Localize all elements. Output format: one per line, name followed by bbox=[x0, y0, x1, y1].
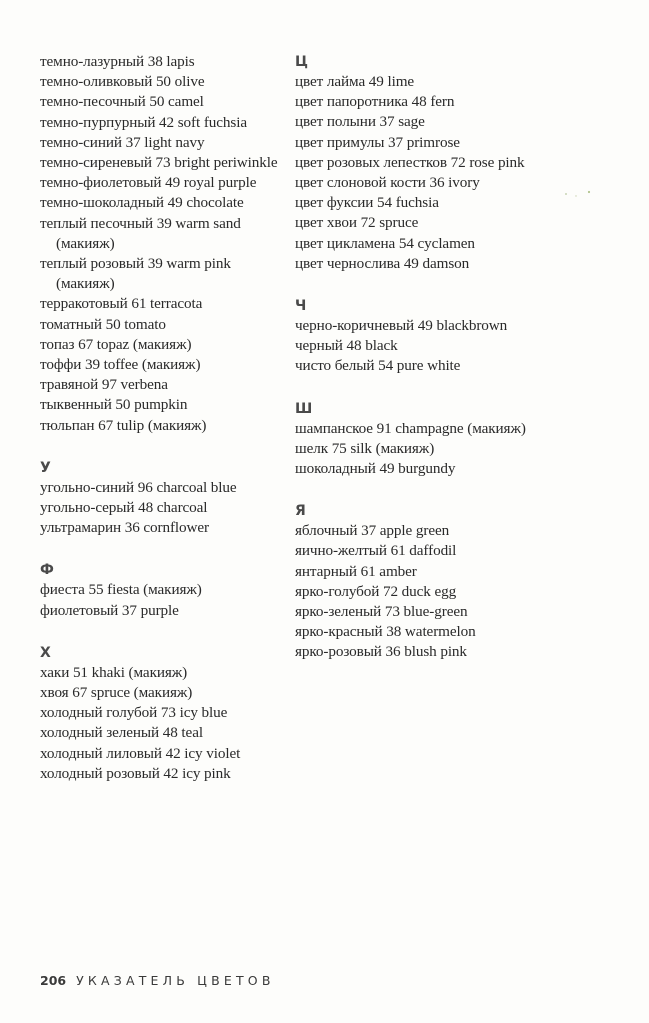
index-entry: чисто белый 54 pure white bbox=[295, 357, 461, 375]
index-entry: теплый песочный 39 warm sand (макияж) bbox=[40, 214, 241, 252]
index-entry: яблочный 37 apple green bbox=[295, 522, 450, 540]
index-entry: шелк 75 silk (макияж) bbox=[295, 439, 435, 457]
index-entry: ярко-красный 38 watermelon bbox=[295, 623, 476, 641]
index-entry: теплый розовый 39 warm pink (макияж) bbox=[40, 255, 231, 293]
section-ts bbox=[295, 52, 545, 274]
index-entry: цвет цикламена 54 cyclamen bbox=[295, 234, 475, 252]
index-entry: цвет лайма 49 lime bbox=[295, 73, 415, 90]
index-entry: холодный зеленый 48 teal bbox=[40, 724, 203, 742]
index-entry: темно-фиолетовый 49 royal purple bbox=[40, 174, 257, 192]
index-entry: холодный лиловый 42 icy violet bbox=[40, 744, 241, 762]
index-entry: темно-лазурный 38 lapis bbox=[40, 53, 195, 70]
index-entry: цвет фуксии 54 fuchsia bbox=[295, 194, 439, 212]
section-running-title: УКАЗАТЕЛЬ ЦВЕТОВ bbox=[76, 973, 275, 988]
section-letter: Ч bbox=[295, 298, 307, 315]
page-number: 206 bbox=[40, 973, 67, 988]
section-kh bbox=[40, 643, 280, 784]
index-entry: ярко-розовый 36 blush pink bbox=[295, 643, 467, 661]
right-column bbox=[295, 52, 545, 685]
index-entry: цвет розовых лепестков 72 rose pink bbox=[295, 153, 525, 171]
index-entry: хаки 51 khaki (макияж) bbox=[40, 663, 188, 681]
section-u bbox=[40, 458, 280, 539]
index-entry: янтарный 61 amber bbox=[295, 562, 417, 580]
section-t-continued bbox=[40, 52, 280, 436]
index-entry: темно-песочный 50 camel bbox=[40, 93, 204, 111]
index-entry: цвет слоновой кости 36 ivory bbox=[295, 174, 480, 192]
section-ch bbox=[295, 296, 545, 377]
index-entry: черный 48 black bbox=[295, 337, 398, 355]
index-entry: травяной 97 verbena bbox=[40, 376, 168, 394]
index-entry: угольно-серый 48 charcoal bbox=[40, 499, 208, 517]
index-entry: ультрамарин 36 cornflower bbox=[40, 519, 210, 537]
index-entry: холодный розовый 42 icy pink bbox=[40, 764, 231, 782]
left-column bbox=[40, 52, 280, 806]
index-entry: фиеста 55 fiesta (макияж) bbox=[40, 581, 202, 599]
section-letter: У bbox=[40, 459, 51, 476]
index-entry: томатный 50 tomato bbox=[40, 315, 166, 333]
index-entry: цвет хвои 72 spruce bbox=[295, 214, 419, 232]
index-entry: шоколадный 49 burgundy bbox=[295, 460, 456, 478]
index-entry: тоффи 39 toffee (макияж) bbox=[40, 356, 201, 374]
section-f bbox=[40, 560, 280, 620]
section-letter: Ф bbox=[40, 562, 54, 579]
index-entry: темно-пурпурный 42 soft fuchsia bbox=[40, 113, 247, 131]
section-letter: Х bbox=[40, 644, 51, 661]
section-letter: Ш bbox=[295, 400, 313, 417]
index-entry: топаз 67 topaz (макияж) bbox=[40, 335, 192, 353]
page-footer bbox=[40, 973, 275, 988]
section-sh bbox=[295, 399, 545, 480]
index-entry: темно-синий 37 light navy bbox=[40, 133, 205, 151]
index-entry: темно-оливковый 50 olive bbox=[40, 73, 205, 91]
index-entry: терракотовый 61 terracota bbox=[40, 295, 203, 313]
index-entry: черно-коричневый 49 blackbrown bbox=[295, 317, 508, 335]
index-entry: холодный голубой 73 icy blue bbox=[40, 704, 228, 722]
index-entry: цвет полыни 37 sage bbox=[295, 113, 425, 131]
index-entry: цвет папоротника 48 fern bbox=[295, 93, 455, 111]
index-entry: темно-шоколадный 49 chocolate bbox=[40, 194, 244, 212]
index-entry: шампанское 91 champagne (макияж) bbox=[295, 419, 526, 437]
section-letter: Я bbox=[295, 503, 306, 520]
index-entry: ярко-голубой 72 duck egg bbox=[295, 582, 457, 600]
index-entry: яично-желтый 61 daffodil bbox=[295, 542, 457, 560]
section-letter: Ц bbox=[295, 54, 308, 70]
index-entry: цвет чернослива 49 damson bbox=[295, 254, 470, 272]
index-entry: ярко-зеленый 73 blue-green bbox=[295, 603, 468, 621]
index-entry: угольно-синий 96 charcoal blue bbox=[40, 478, 237, 496]
print-speck-marks bbox=[560, 186, 600, 200]
section-ya bbox=[295, 501, 545, 662]
index-entry: фиолетовый 37 purple bbox=[40, 601, 179, 619]
index-entry: цвет примулы 37 primrose bbox=[295, 133, 460, 151]
index-entry: хвоя 67 spruce (макияж) bbox=[40, 684, 193, 702]
index-entry: темно-сиреневый 73 bright periwinkle bbox=[40, 154, 278, 172]
index-entry: тюльпан 67 tulip (макияж) bbox=[40, 416, 207, 434]
index-entry: тыквенный 50 pumpkin bbox=[40, 396, 188, 414]
